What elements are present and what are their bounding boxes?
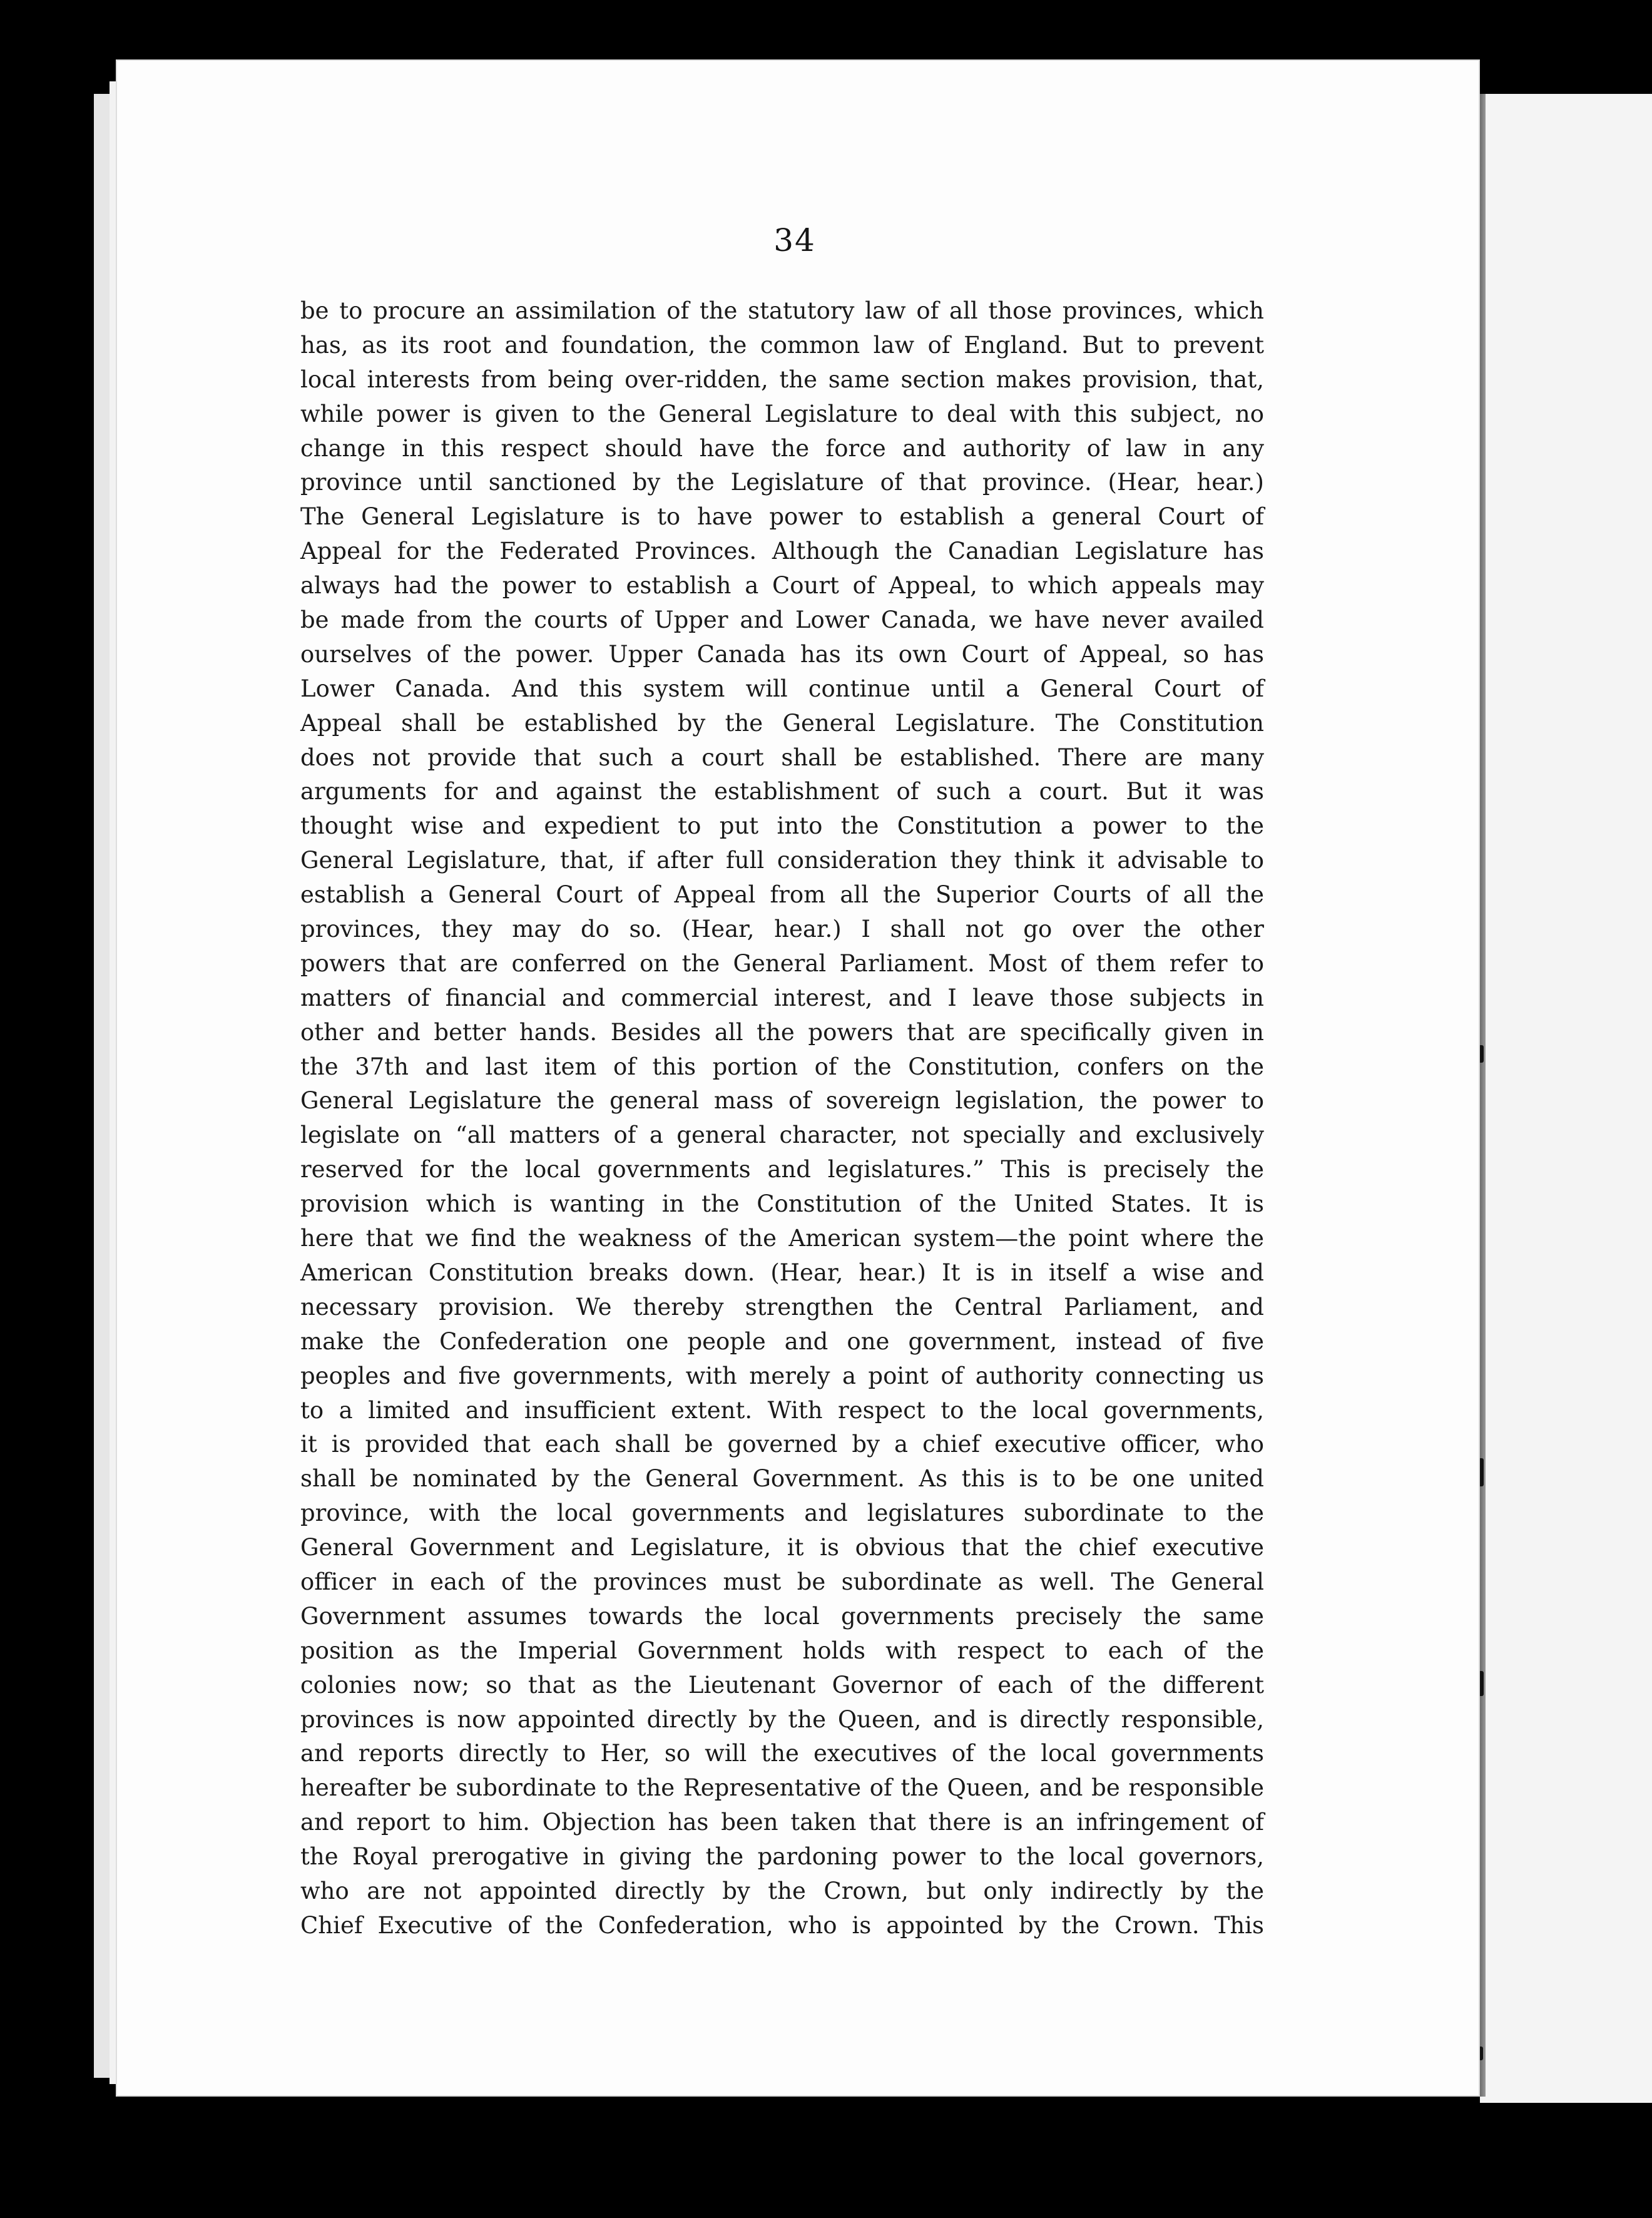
text-line: here that we find the weakness of the American system—the point where the: [300, 1225, 1264, 1252]
text-line: and report to him. Objection has been taken that there is an infringement of: [300, 1809, 1264, 1836]
text-line: make the Confederation one people and one government, instead of five: [300, 1327, 1264, 1355]
text-line: reserved for the local governments and legislatures.” This is precisely the: [300, 1156, 1264, 1183]
text-line: the 37th and last item of this portion of the Constitution, confers on the: [300, 1053, 1264, 1080]
text-line: always had the power to establish a Court of Appeal, to which appeals may: [300, 572, 1264, 600]
text-line: province until sanctioned by the Legislature of that province. (Hear, hear.): [300, 469, 1264, 496]
text-line: shall be nominated by the General Government. As this is to be one united: [300, 1465, 1264, 1493]
text-line: local interests from being over-ridden, the same section makes provision, that,: [300, 365, 1264, 393]
text-line: provision which is wanting in the Constitution of the United States. It is: [300, 1190, 1264, 1218]
text-line: necessary provision. We thereby strengthen the Central Parliament, and: [300, 1293, 1264, 1321]
text-line: colonies now; so that as the Lieutenant Governor of each of the different: [300, 1671, 1264, 1699]
text-line: and reports directly to Her, so will the executives of the local governments: [300, 1740, 1264, 1767]
text-line: other and better hands. Besides all the powers that are specifically given in: [300, 1018, 1264, 1046]
text-line: ourselves of the power. Upper Canada has its own Court of Appeal, so has: [300, 640, 1264, 668]
text-line: Government assumes towards the local governments precisely the same: [300, 1602, 1264, 1630]
text-line: American Constitution breaks down. (Hear, hear.) It is in itself a wise and: [300, 1259, 1264, 1286]
text-line: thought wise and expedient to put into the Constitution a power to the: [300, 812, 1264, 840]
text-line: powers that are conferred on the General Parliament. Most of them refer to: [300, 949, 1264, 977]
text-line: does not provide that such a court shall be established. There are many: [300, 744, 1264, 771]
text-line: province, with the local governments and legislatures subordinate to the: [300, 1500, 1264, 1527]
text-line: it is provided that each shall be governed by a chief executive officer, who: [300, 1431, 1264, 1458]
body-text: [300, 294, 1264, 1943]
text-line: while power is given to the General Legislature to deal with this subject, no: [300, 400, 1264, 427]
page-number: 34: [773, 222, 816, 258]
text-line: Lower Canada. And this system will continue until a General Court of: [300, 675, 1264, 702]
text-line: Chief Executive of the Confederation, who is appointed by the Crown. This: [300, 1911, 1264, 1939]
text-line: provinces is now appointed directly by the Queen, and is directly responsible,: [300, 1705, 1264, 1733]
text-line: matters of financial and commercial interest, and I leave those subjects in: [300, 984, 1264, 1011]
text-line: officer in each of the provinces must be subordinate as well. The General: [300, 1568, 1264, 1595]
text-line: The General Legislature is to have power to establish a general Court of: [300, 503, 1264, 531]
text-line: arguments for and against the establishment of such a court. But it was: [300, 778, 1264, 805]
text-line: legislate on “all matters of a general character, not specially and exclusively: [300, 1122, 1264, 1149]
text-line: Appeal shall be established by the General Legislature. The Constitution: [300, 709, 1264, 737]
text-line: hereafter be subordinate to the Representative of the Queen, and be responsible: [300, 1774, 1264, 1802]
facing-page: [1480, 94, 1652, 2103]
text-line: change in this respect should have the force and authority of law in any: [300, 434, 1264, 462]
text-line: provinces, they may do so. (Hear, hear.) I shall not go over the other: [300, 916, 1264, 943]
text-line: General Legislature the general mass of sovereign legislation, the power to: [300, 1087, 1264, 1115]
text-line: General Legislature, that, if after full consideration they think it advisable to: [300, 847, 1264, 874]
text-line: to a limited and insufficient extent. With respect to the local governments,: [300, 1396, 1264, 1424]
text-line: who are not appointed directly by the Crown, but only indirectly by the: [300, 1877, 1264, 1904]
text-line: Appeal for the Federated Provinces. Although the Canadian Legislature has: [300, 538, 1264, 565]
text-line: has, as its root and foundation, the common law of England. But to prevent: [300, 331, 1264, 359]
text-line: be to procure an assimilation of the statutory law of all those provinces, which: [300, 297, 1264, 324]
text-line: the Royal prerogative in giving the pardoning power to the local governors,: [300, 1843, 1264, 1871]
text-line: be made from the courts of Upper and Lower Canada, we have never availed: [300, 606, 1264, 634]
text-line: General Government and Legislature, it is obvious that the chief executive: [300, 1534, 1264, 1561]
text-line: position as the Imperial Government holds with respect to each of the: [300, 1637, 1264, 1664]
text-line: peoples and five governments, with merely a point of authority connecting us: [300, 1362, 1264, 1389]
text-line: establish a General Court of Appeal from all the Superior Courts of all the: [300, 881, 1264, 909]
